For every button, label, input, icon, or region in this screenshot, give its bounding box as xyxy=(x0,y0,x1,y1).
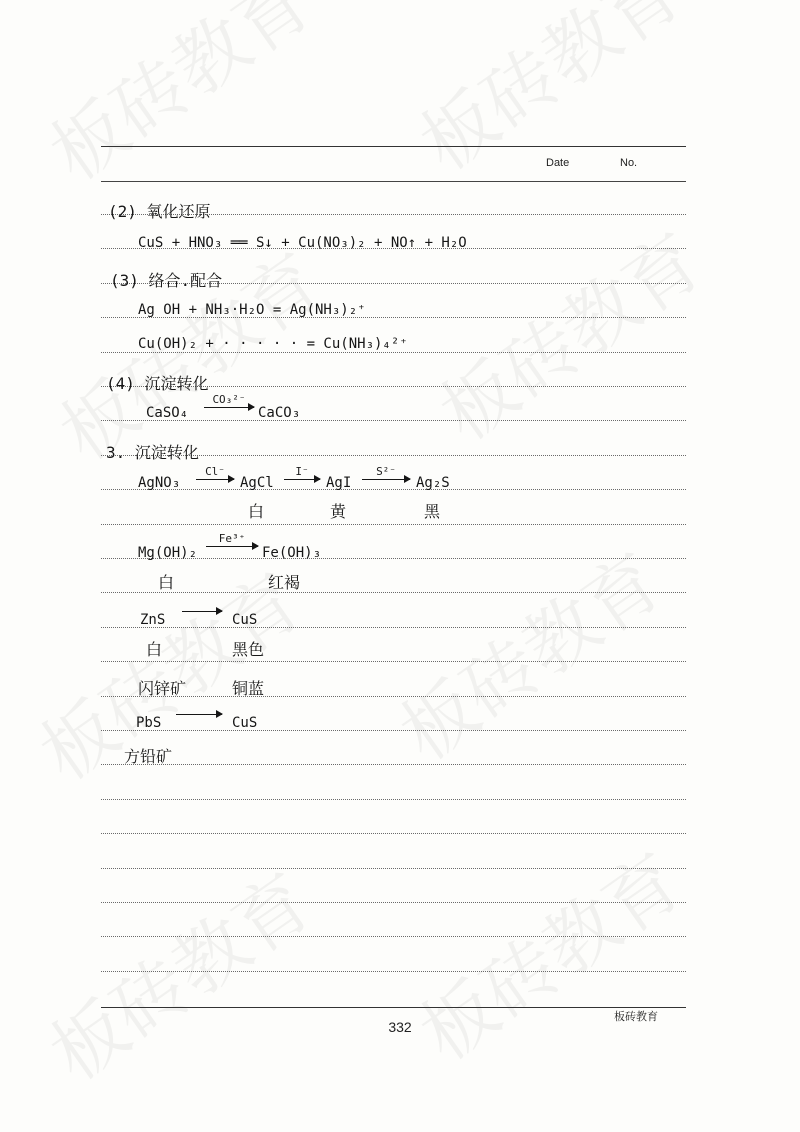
color-label: 黑 xyxy=(424,502,441,521)
ruled-line xyxy=(101,936,686,937)
ruled-line xyxy=(101,696,686,697)
reaction-arrow xyxy=(196,466,234,482)
arrow-reagent: Fe³⁺ xyxy=(218,532,246,545)
ruled-line xyxy=(101,489,686,490)
footer-brand: 板砖教育 xyxy=(614,1010,658,1023)
caso4-formula: CaSO₄ xyxy=(146,405,189,421)
arrow-shaft xyxy=(204,407,254,410)
ruled-line xyxy=(101,971,686,972)
arrow-reagent: CO₃²⁻ xyxy=(212,393,246,406)
ruled-line xyxy=(101,420,686,421)
color-label: 白 xyxy=(158,573,175,592)
page-top-rule xyxy=(101,146,686,147)
section-5-title: 3. 沉淀转化 xyxy=(106,443,199,462)
arrow-reagent: I⁻ xyxy=(295,465,309,478)
page-number: 332 xyxy=(388,1019,412,1035)
arrow-shaft xyxy=(206,546,258,549)
ruled-line xyxy=(101,799,686,800)
arrow-shaft xyxy=(176,714,222,717)
reaction-arrow xyxy=(362,466,410,482)
complex-equation-1: Ag OH + NH₃·H₂O = Ag(NH₃)₂⁺ xyxy=(138,302,366,318)
complex-equation-2: Cu(OH)₂ + · · · · · = Cu(NH₃)₄²⁺ xyxy=(138,336,408,352)
no-label: No. xyxy=(620,157,638,169)
page-bottom-rule xyxy=(101,1007,686,1008)
cus-formula: CuS xyxy=(232,612,258,628)
arrow-shaft xyxy=(284,479,320,482)
reaction-arrow xyxy=(176,713,222,717)
section-2-title: (2) 氧化还原 xyxy=(108,202,211,221)
reaction-arrow xyxy=(204,394,254,410)
arrow-reagent: S²⁻ xyxy=(376,465,396,478)
arrow-shaft xyxy=(182,611,222,614)
reaction-arrow xyxy=(284,466,320,482)
mineral-name: 铜蓝 xyxy=(232,679,265,698)
agi-formula: AgI xyxy=(326,475,352,491)
color-label: 白 xyxy=(248,502,265,521)
zns-formula: ZnS xyxy=(140,612,166,628)
caco3-formula: CaCO₃ xyxy=(258,405,301,421)
mgoh2-formula: Mg(OH)₂ xyxy=(138,545,198,561)
agno3-formula: AgNO₃ xyxy=(138,475,181,491)
ag2s-formula: Ag₂S xyxy=(416,475,450,491)
ruled-line xyxy=(101,764,686,765)
cus-formula: CuS xyxy=(232,715,258,731)
ruled-line xyxy=(101,902,686,903)
ruled-line xyxy=(101,592,686,593)
watermark xyxy=(396,825,699,1082)
color-label: 红褐 xyxy=(268,573,301,592)
header-rule xyxy=(101,181,686,182)
color-label: 黄 xyxy=(330,502,347,521)
arrow-shaft xyxy=(196,479,234,482)
color-label: 白 xyxy=(146,640,163,659)
ruled-line xyxy=(101,524,686,525)
reaction-arrow xyxy=(182,610,222,614)
agcl-formula: AgCl xyxy=(240,475,274,491)
watermark xyxy=(376,525,679,782)
color-label: 黑色 xyxy=(232,640,265,659)
date-label: Date xyxy=(546,157,570,169)
redox-equation: CuS + HNO₃ ══ S↓ + Cu(NO₃)₂ + NO↑ + H₂O xyxy=(138,235,467,251)
watermark xyxy=(26,845,329,1102)
mineral-name: 方铅矿 xyxy=(124,747,173,766)
reaction-arrow xyxy=(206,533,258,549)
ruled-line xyxy=(101,730,686,731)
feoh3-formula: Fe(OH)₃ xyxy=(262,545,322,561)
section-3-title: (3) 络合.配合 xyxy=(110,271,223,290)
ruled-line xyxy=(101,352,686,353)
pbs-formula: PbS xyxy=(136,715,162,731)
ruled-line xyxy=(101,833,686,834)
watermark xyxy=(26,0,329,201)
section-4-title: (4) 沉淀转化 xyxy=(106,374,209,393)
mineral-name: 闪锌矿 xyxy=(138,679,187,698)
ruled-line xyxy=(101,661,686,662)
arrow-shaft xyxy=(362,479,410,482)
ruled-line xyxy=(101,627,686,628)
arrow-reagent: Cl⁻ xyxy=(205,465,225,478)
ruled-line xyxy=(101,868,686,869)
